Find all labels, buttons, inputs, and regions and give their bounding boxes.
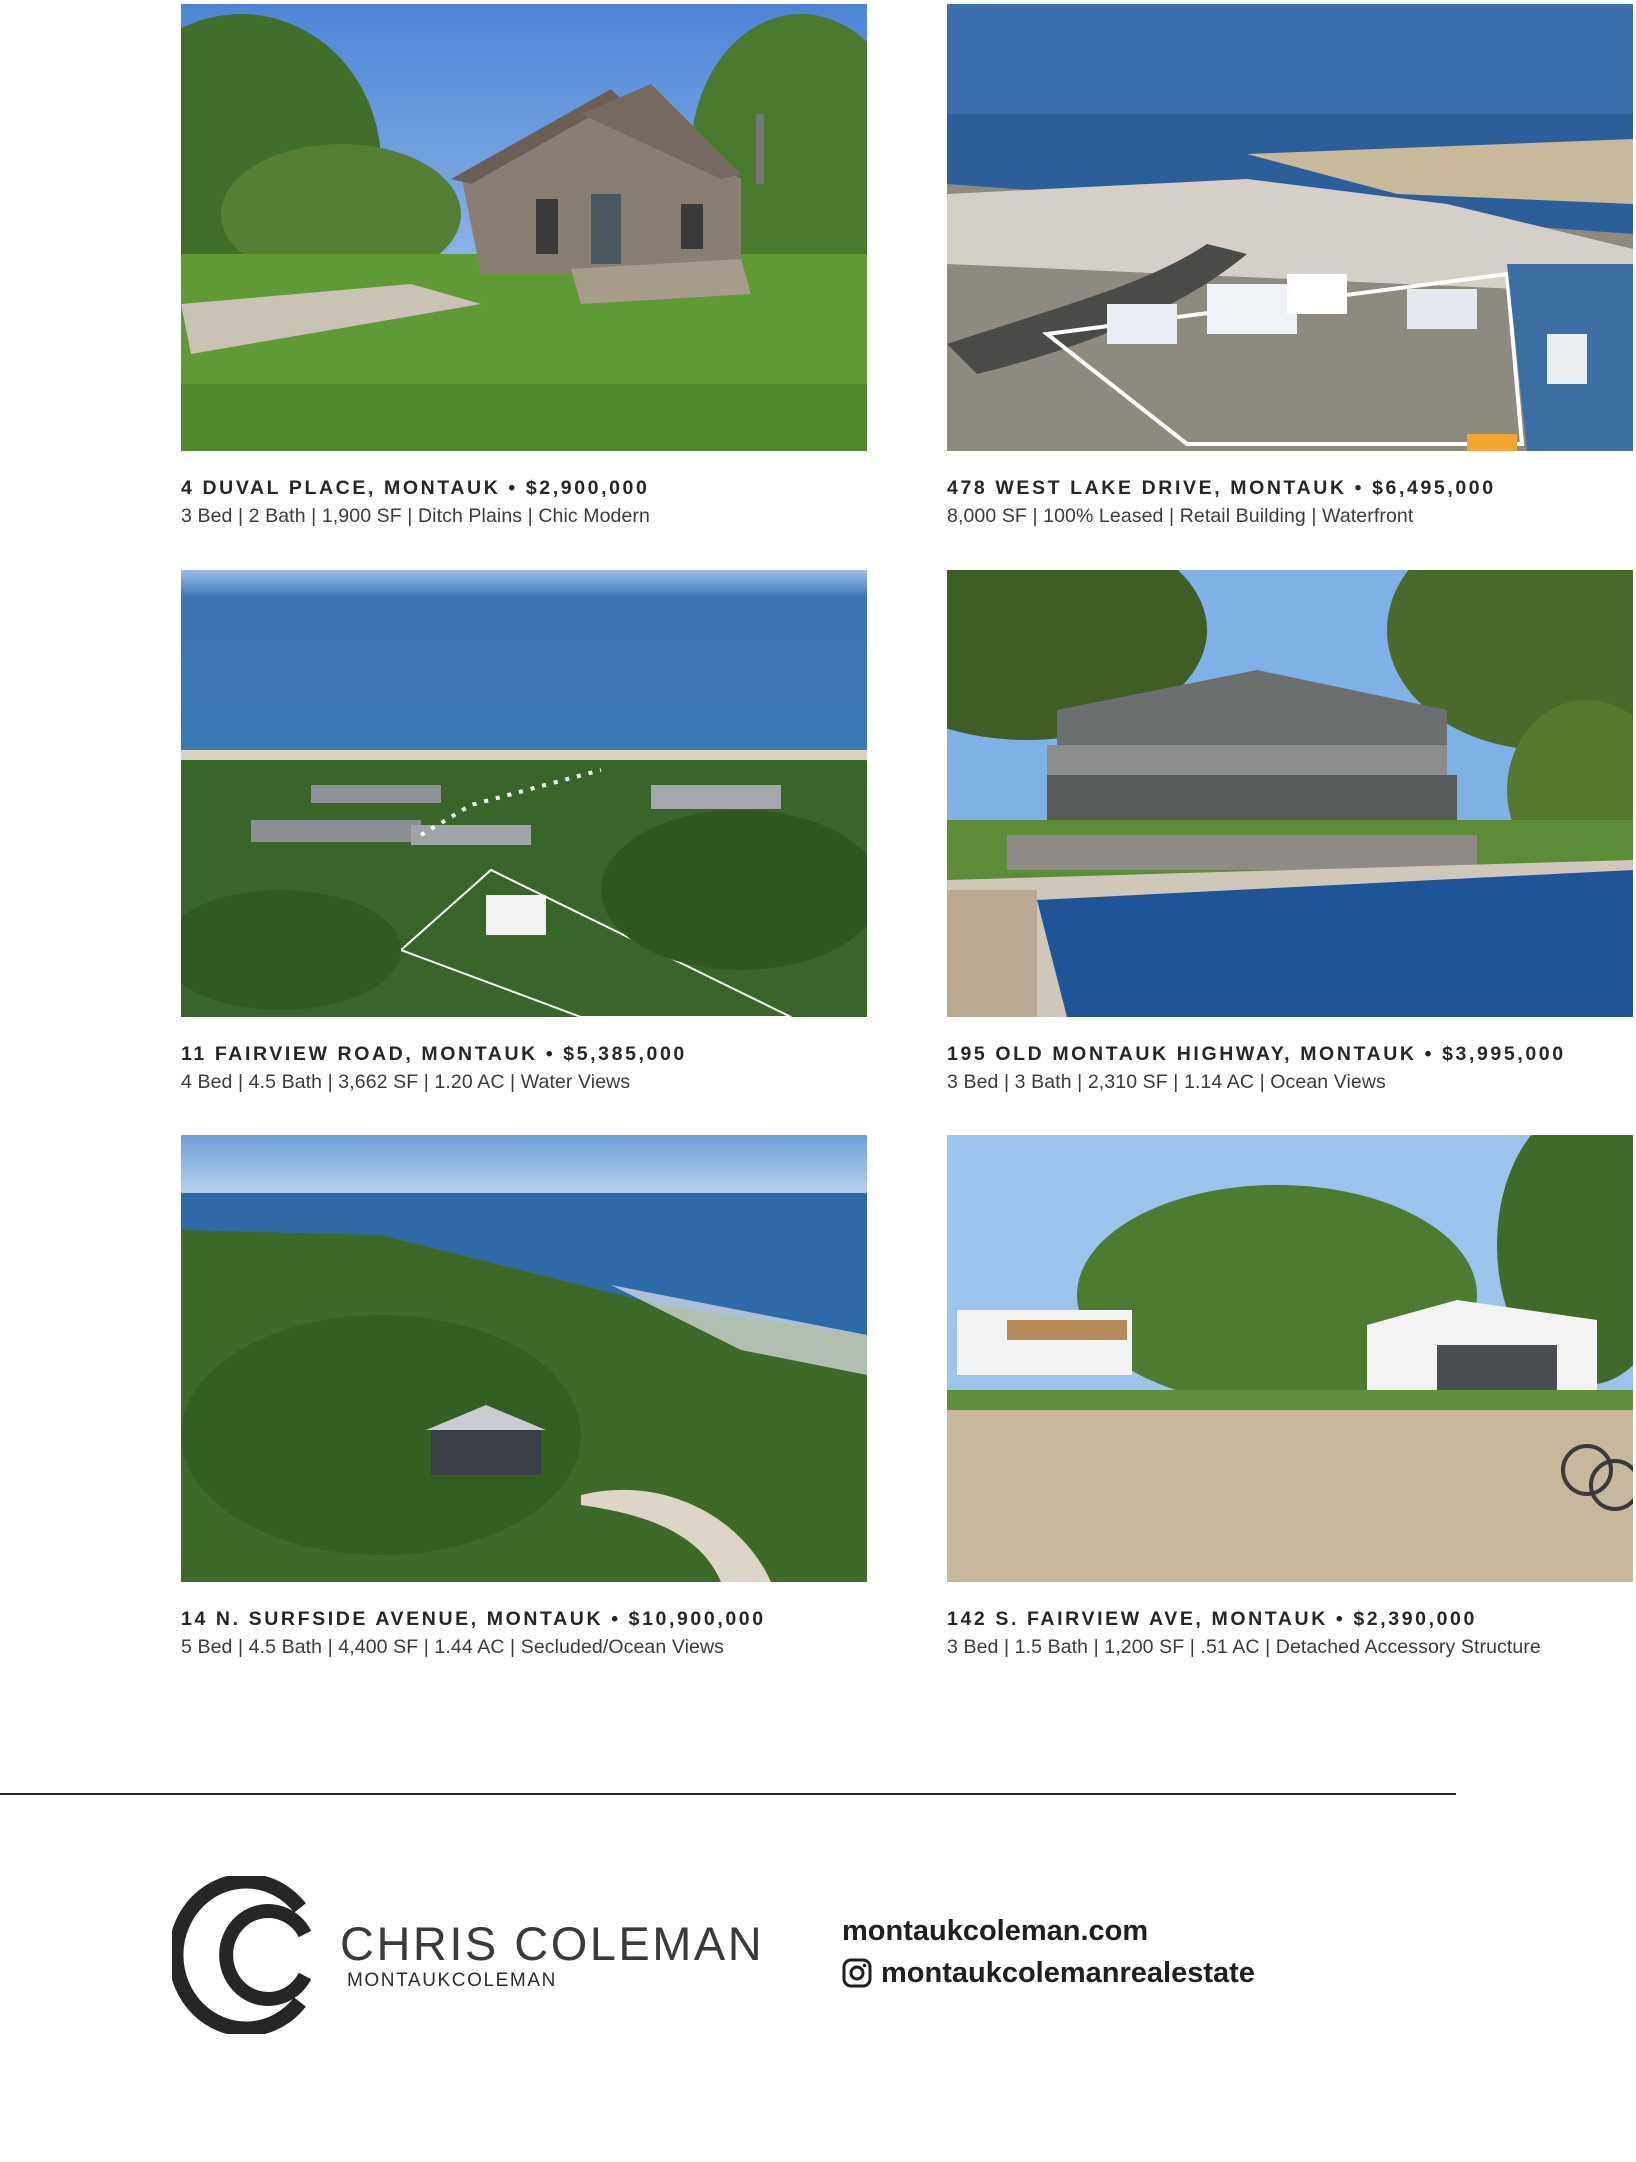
listing-photo[interactable]	[181, 1135, 867, 1582]
listing-details: 4 Bed | 4.5 Bath | 3,662 SF | 1.20 AC | Water Views	[181, 1071, 631, 1093]
listing-details: 3 Bed | 3 Bath | 2,310 SF | 1.14 AC | Ocean Views	[947, 1071, 1386, 1093]
listing-photo[interactable]	[947, 570, 1633, 1017]
listing-details: 5 Bed | 4.5 Bath | 4,400 SF | 1.44 AC | Secluded/Ocean Views	[181, 1636, 724, 1658]
listing-photo[interactable]	[181, 570, 867, 1017]
listing-title[interactable]: 195 OLD MONTAUK HIGHWAY, MONTAUK • $3,995,000	[947, 1043, 1566, 1065]
footer-divider	[0, 1793, 1456, 1795]
brand-name: CHRIS COLEMAN	[340, 1917, 765, 1970]
listing-card-s-fairview[interactable]	[947, 1135, 1633, 1658]
harbor-aerial-photo	[947, 4, 1633, 451]
listing-title[interactable]: 11 FAIRVIEW ROAD, MONTAUK • $5,385,000	[181, 1043, 687, 1065]
cc-logo-icon	[172, 1876, 312, 2034]
listing-card-surfside[interactable]	[181, 1135, 867, 1658]
instagram-icon	[842, 1958, 872, 1988]
ocean-aerial-photo	[181, 570, 867, 1017]
listing-photo[interactable]	[181, 4, 867, 451]
pool-house-photo	[947, 570, 1633, 1017]
wooded-coast-aerial-photo	[181, 1135, 867, 1582]
house-on-lawn-photo	[181, 4, 867, 451]
listing-card-west-lake[interactable]	[947, 4, 1633, 527]
listing-photo[interactable]	[947, 4, 1633, 451]
instagram-handle: montaukcolemanrealestate	[881, 1956, 1255, 1989]
listing-card-duval[interactable]	[181, 4, 867, 527]
listing-details: 8,000 SF | 100% Leased | Retail Building | Waterfront	[947, 505, 1414, 527]
listing-card-fairview-road[interactable]	[181, 570, 867, 1093]
listing-details: 3 Bed | 2 Bath | 1,900 SF | Ditch Plains | Chic Modern	[181, 505, 650, 527]
listing-title[interactable]: 142 S. FAIRVIEW AVE, MONTAUK • $2,390,000	[947, 1608, 1477, 1630]
listing-card-old-montauk[interactable]	[947, 570, 1633, 1093]
listing-title[interactable]: 14 N. SURFSIDE AVENUE, MONTAUK • $10,900,000	[181, 1608, 766, 1630]
brand-subtitle: MONTAUKCOLEMAN	[347, 1970, 557, 1991]
instagram-link[interactable]	[842, 1955, 1255, 1991]
gravel-courtyard-photo	[947, 1135, 1633, 1582]
listing-title[interactable]: 478 WEST LAKE DRIVE, MONTAUK • $6,495,000	[947, 477, 1496, 499]
listing-details: 3 Bed | 1.5 Bath | 1,200 SF | .51 AC | Detached Accessory Structure	[947, 1636, 1541, 1658]
listing-photo[interactable]	[947, 1135, 1633, 1582]
listing-title[interactable]: 4 DUVAL PLACE, MONTAUK • $2,900,000	[181, 477, 650, 499]
website-link[interactable]: montaukcoleman.com	[842, 1915, 1149, 1947]
